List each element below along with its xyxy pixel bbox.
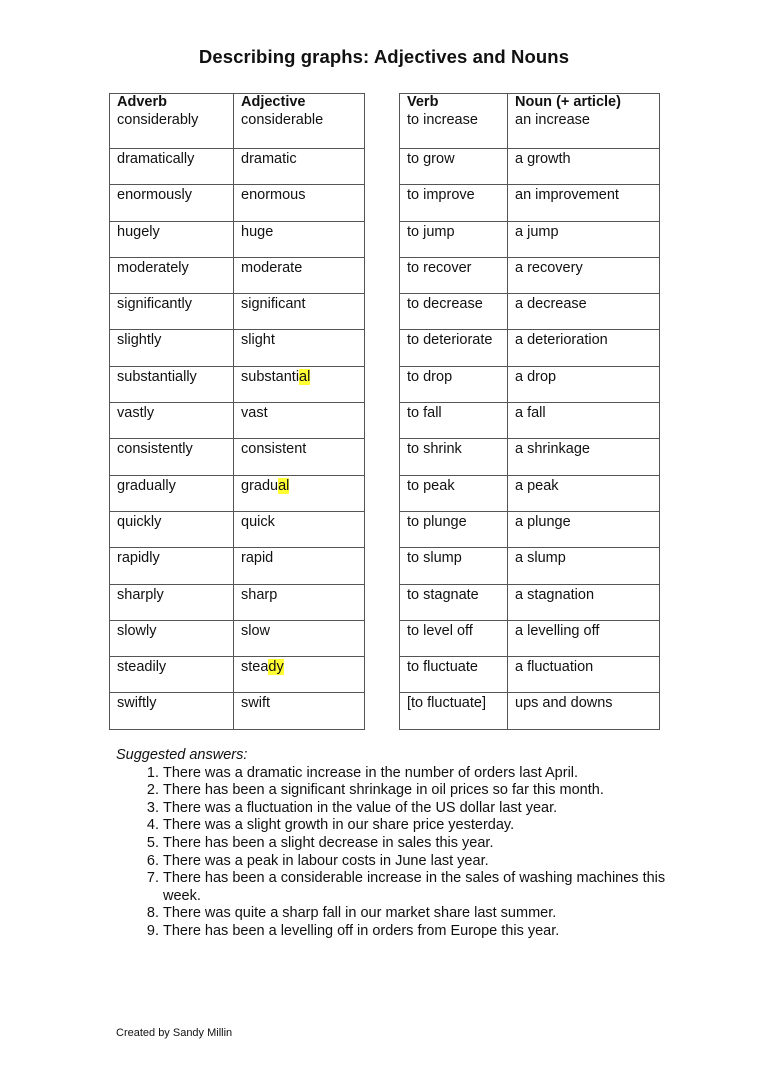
table-row xyxy=(110,149,365,185)
table-row xyxy=(400,403,660,439)
adjective-cell: slow xyxy=(234,620,365,656)
answer-item: 4. There was a slight growth in our share price yesterday. xyxy=(163,817,676,835)
table-row xyxy=(400,257,660,293)
noun-cell: a fall xyxy=(508,403,660,439)
table-row xyxy=(110,111,365,149)
verb-cell: to improve xyxy=(400,185,508,221)
noun-cell: a peak xyxy=(508,475,660,511)
verb-cell: to grow xyxy=(400,149,508,185)
answer-item: 1. There was a dramatic increase in the number of orders last April. xyxy=(163,765,676,783)
cell-text-prefix: gradu xyxy=(241,477,279,494)
verb-cell: to level off xyxy=(400,620,508,656)
header-adverb: Adverb xyxy=(110,94,234,112)
adjective-cell: quick xyxy=(234,511,365,547)
adverb-adjective-table xyxy=(109,93,365,730)
table-row xyxy=(400,221,660,257)
table-row xyxy=(110,548,365,584)
adjective-cell: sharp xyxy=(234,584,365,620)
header-noun: Noun (+ article) xyxy=(508,94,660,112)
verb-cell: to plunge xyxy=(400,511,508,547)
table-row xyxy=(110,657,365,693)
table-row xyxy=(400,439,660,475)
table-header-row xyxy=(400,94,660,112)
verb-noun-rows xyxy=(400,111,660,729)
table-row xyxy=(110,620,365,656)
verb-cell: to decrease xyxy=(400,294,508,330)
noun-cell: a drop xyxy=(508,366,660,402)
adjective-cell xyxy=(234,657,365,693)
adjective-cell: slight xyxy=(234,330,365,366)
highlighted-text: al xyxy=(299,368,311,385)
verb-cell: to increase xyxy=(400,111,508,149)
table-row xyxy=(400,693,660,729)
verb-cell: [to fluctuate] xyxy=(400,693,508,729)
highlighted-text: al xyxy=(278,477,290,494)
adverb-cell: dramatically xyxy=(110,149,234,185)
suggested-answers xyxy=(116,747,676,941)
adjective-cell: considerable xyxy=(234,111,365,149)
adjective-cell: rapid xyxy=(234,548,365,584)
adverb-cell: considerably xyxy=(110,111,234,149)
noun-cell: a levelling off xyxy=(508,620,660,656)
verb-cell: to recover xyxy=(400,257,508,293)
adverb-cell: steadily xyxy=(110,657,234,693)
noun-cell: a jump xyxy=(508,221,660,257)
adverb-cell: quickly xyxy=(110,511,234,547)
table-row xyxy=(400,657,660,693)
table-row xyxy=(110,366,365,402)
verb-cell: to shrink xyxy=(400,439,508,475)
noun-cell: a shrinkage xyxy=(508,439,660,475)
table-row xyxy=(400,584,660,620)
table-row xyxy=(110,330,365,366)
noun-cell: a plunge xyxy=(508,511,660,547)
table-row xyxy=(110,403,365,439)
verb-cell: to drop xyxy=(400,366,508,402)
verb-cell: to stagnate xyxy=(400,584,508,620)
answer-item: 8. There was quite a sharp fall in our market share last summer. xyxy=(163,905,676,923)
noun-cell: a growth xyxy=(508,149,660,185)
noun-cell: a slump xyxy=(508,548,660,584)
adverb-cell: slowly xyxy=(110,620,234,656)
answer-item: 2. There has been a significant shrinkage in oil prices so far this month. xyxy=(163,782,676,800)
adverb-cell: slightly xyxy=(110,330,234,366)
noun-cell: a recovery xyxy=(508,257,660,293)
noun-cell: an increase xyxy=(508,111,660,149)
adverb-adjective-rows xyxy=(110,111,365,729)
table-row xyxy=(400,294,660,330)
adverb-cell: significantly xyxy=(110,294,234,330)
table-row xyxy=(400,548,660,584)
adverb-cell: sharply xyxy=(110,584,234,620)
table-row xyxy=(400,149,660,185)
adjective-cell: moderate xyxy=(234,257,365,293)
table-row xyxy=(400,366,660,402)
adverb-cell: moderately xyxy=(110,257,234,293)
table-row xyxy=(110,294,365,330)
answer-item: 6. There was a peak in labour costs in June last year. xyxy=(163,853,676,871)
footer-credit: Created by Sandy Millin xyxy=(116,1027,233,1039)
adjective-cell: vast xyxy=(234,403,365,439)
table-row xyxy=(400,475,660,511)
table-row xyxy=(110,511,365,547)
adverb-cell: gradually xyxy=(110,475,234,511)
page-title: Describing graphs: Adjectives and Nouns xyxy=(198,46,570,67)
adverb-cell: rapidly xyxy=(110,548,234,584)
table-row xyxy=(400,620,660,656)
answer-item: 3. There was a fluctuation in the value of the US dollar last year. xyxy=(163,800,676,818)
table-row xyxy=(110,185,365,221)
verb-cell: to jump xyxy=(400,221,508,257)
answer-item: 5. There has been a slight decrease in sales this year. xyxy=(163,835,676,853)
noun-cell: a decrease xyxy=(508,294,660,330)
table-row xyxy=(400,185,660,221)
noun-cell: ups and downs xyxy=(508,693,660,729)
answers-heading: Suggested answers: xyxy=(116,747,248,763)
adjective-cell xyxy=(234,475,365,511)
answers-list xyxy=(116,765,676,941)
adverb-cell: swiftly xyxy=(110,693,234,729)
table-row xyxy=(110,439,365,475)
adjective-cell xyxy=(234,366,365,402)
cell-text-prefix: stea xyxy=(241,659,269,676)
verb-cell: to peak xyxy=(400,475,508,511)
adjective-cell: huge xyxy=(234,221,365,257)
header-adjective: Adjective xyxy=(234,94,365,112)
verb-cell: to deteriorate xyxy=(400,330,508,366)
table-row xyxy=(400,111,660,149)
header-verb: Verb xyxy=(400,94,508,112)
answer-item: 9. There has been a levelling off in orders from Europe this year. xyxy=(163,923,676,941)
adjective-cell: enormous xyxy=(234,185,365,221)
noun-cell: a stagnation xyxy=(508,584,660,620)
adverb-cell: substantially xyxy=(110,366,234,402)
table-row xyxy=(110,693,365,729)
adjective-cell: consistent xyxy=(234,439,365,475)
table-row xyxy=(110,475,365,511)
adjective-cell: dramatic xyxy=(234,149,365,185)
verb-cell: to fluctuate xyxy=(400,657,508,693)
table-row xyxy=(400,330,660,366)
noun-cell: a deterioration xyxy=(508,330,660,366)
adverb-cell: enormously xyxy=(110,185,234,221)
table-header-row xyxy=(110,94,365,112)
verb-noun-table xyxy=(399,93,660,730)
adjective-cell: significant xyxy=(234,294,365,330)
highlighted-text: dy xyxy=(268,659,284,676)
adverb-cell: consistently xyxy=(110,439,234,475)
adverb-cell: hugely xyxy=(110,221,234,257)
table-row xyxy=(110,257,365,293)
verb-cell: to slump xyxy=(400,548,508,584)
cell-text-prefix: substanti xyxy=(241,368,300,385)
noun-cell: a fluctuation xyxy=(508,657,660,693)
table-row xyxy=(400,511,660,547)
noun-cell: an improvement xyxy=(508,185,660,221)
table-row xyxy=(110,584,365,620)
adjective-cell: swift xyxy=(234,693,365,729)
table-row xyxy=(110,221,365,257)
verb-cell: to fall xyxy=(400,403,508,439)
adverb-cell: vastly xyxy=(110,403,234,439)
answer-item: 7. There has been a considerable increase in the sales of washing machines this week. xyxy=(163,870,676,905)
